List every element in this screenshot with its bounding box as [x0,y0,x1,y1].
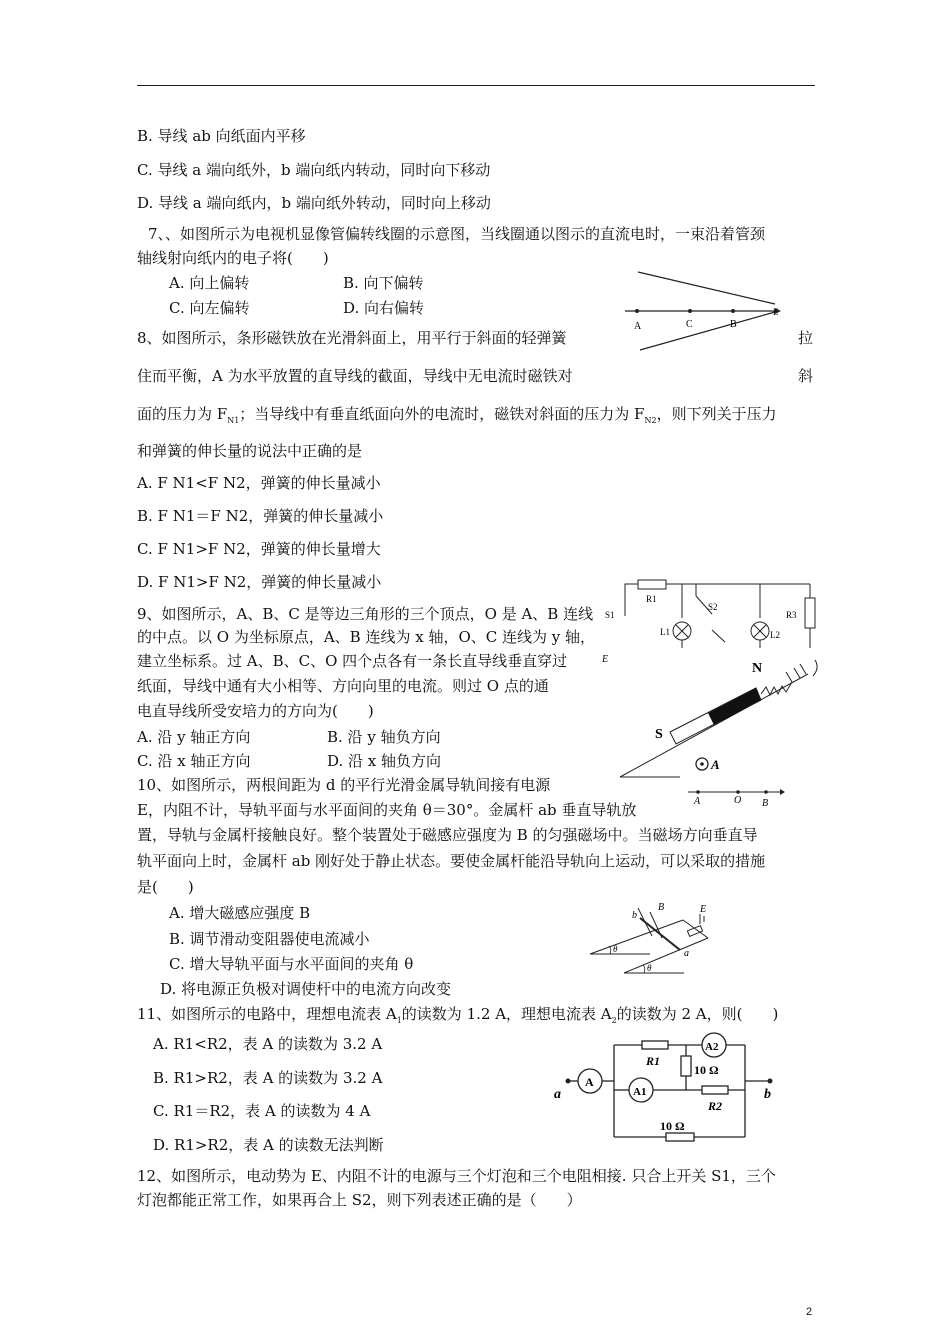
q10-line2: E，内阻不计，导轨平面与水平面间的夹角 θ＝30°。金属杆 ab 垂直导轨放 [137,801,637,819]
q9-line5: 电直导线所受安培力的方向为( ) [137,702,374,720]
fig11-label-10ohm-top: 10 Ω [694,1063,719,1077]
fig10-label-e: E [700,904,707,915]
q10-line3: 置，导轨与金属杆接触良好。整个装置处于磁感应强度为 B 的匀强磁场中。当磁场方向垂直导 [137,826,758,844]
fig12-label-s1: S1 [605,610,615,620]
q9-option-b: B. 沿 y 轴负方向 [327,728,441,746]
q8-stem-line2-end: 斜 [798,367,814,385]
fig12-label-e: E [602,654,609,665]
q10-option-d: D. 将电源正负极对调使杆中的电流方向改变 [160,980,452,998]
fig12-label-r3: R3 [786,610,797,620]
q7-option-b: B. 向下偏转 [343,274,424,292]
q7-option-c: C. 向左偏转 [169,299,250,317]
q6-option-d: D. 导线 a 端向纸内，b 端向纸外转动，同时向上移动 [137,194,491,212]
q11-option-d: D. R1>R2，表 A 的读数无法判断 [153,1136,384,1154]
q8-option-b: B. F N1＝F N2，弹簧的伸长量减小 [137,507,384,525]
q9-option-d: D. 沿 x 轴负方向 [327,752,442,770]
fig7-label-c: C [686,319,693,330]
fig11-label-r2: R2 [708,1099,723,1113]
q7-option-a: A. 向上偏转 [169,274,250,292]
fig11-label-a2: A2 [705,1041,719,1053]
fig10-label-a: a [684,948,689,959]
q10-option-b: B. 调节滑动变阻器使电流减小 [169,930,370,948]
fig11-label-a-node: a [554,1087,561,1102]
fig9-label-b: B [762,798,769,809]
figure-q7-deflection-coil [620,268,790,358]
q8-option-a: A. F N1<F N2，弹簧的伸长量减小 [137,474,381,492]
fig8-label-a: A [711,757,720,772]
fig10-label-b: b [632,910,637,921]
q9-option-a: A. 沿 y 轴正方向 [137,728,251,746]
q9-line1: 9、如图所示，A、B、C 是等边三角形的三个顶点，O 是 A、B 连线 [137,605,594,623]
fig12-label-s2: S2 [708,602,718,612]
q9-line3: 建立坐标系。过 A、B、C、O 四个点各有一条长直导线垂直穿过 [137,652,568,670]
fig12-label-l1: L1 [660,627,670,637]
q8-option-d: D. F N1>F N2，弹簧的伸长量减小 [137,573,382,591]
q8-option-c: C. F N1>F N2，弹簧的伸长量增大 [137,540,381,558]
q10-line5: 是( ) [137,878,194,896]
fig11-label-r1: R1 [646,1054,661,1068]
fig12-label-r1: R1 [646,594,657,604]
q7-stem-line1: 7、、如图所示为电视机显像管偏转线圈的示意图，当线圈通以图示的直流电时，一束沿着管颈 [148,225,766,243]
fig8-label-n: N [752,661,763,676]
fig7-label-a: A [634,321,642,332]
fig12-label-l2: L2 [770,630,780,640]
fig7-label-e: E [773,307,779,317]
header-rule [137,85,815,86]
q8-stem-line2: 住而平衡，A 为水平放置的直导线的截面，导线中无电流时磁铁对 [137,367,573,385]
q8-stem-line1: 8、如图所示，条形磁铁放在光滑斜面上，用平行于斜面的轻弹簧 [137,329,567,347]
fig10-label-theta1: θ [613,944,618,954]
q10-line1: 10、如图所示，两根间距为 d 的平行光滑金属导轨间接有电源 [137,776,551,794]
q7-option-d: D. 向右偏转 [343,299,425,317]
q11-stem: 11、如图所示的电路中，理想电流表 $A_1$的读数为 1.2 A，理想电流表 $A_2$的读数为 2 A，则( ) [137,1005,779,1025]
fig8-label-s: S [655,727,663,742]
q11-option-b: B. R1>R2，表 A 的读数为 3.2 A [153,1069,383,1087]
q8-stem-line1-end: 拉 [798,329,814,347]
fig11-label-b-node: b [764,1087,771,1102]
q8-stem-line4: 和弹簧的伸长量的说法中正确的是 [137,442,363,460]
q8-stem-line3: 面的压力为 $F_{N1}$；当导线中有垂直纸面向外的电流时，磁铁对斜面的压力为 $F_{N2}$，则下列关于压力 [137,405,777,425]
q9-line4: 纸面，导线中通有大小相等、方向向里的电流。则过 O 点的通 [137,677,549,695]
fig9-label-a: A [694,796,701,807]
fig10-label-theta2: θ [647,963,652,973]
fig11-label-ammeter-a: A [585,1075,594,1089]
figure-q9-axis [688,784,793,808]
figure-q11-ammeter-circuit [550,1030,785,1148]
fig10-label-bfield: B [658,902,665,913]
figure-q10-inclined-rails [588,898,728,980]
fig9-label-o: O [734,795,742,806]
q10-line4: 轨平面向上时，金属杆 ab 刚好处于静止状态。要使金属杆能沿导轨向上运动，可以采取的措施 [137,852,766,870]
q6-option-b: B. 导线 ab 向纸面内平移 [137,127,306,145]
q12-line1: 12、如图所示，电动势为 E、内阻不计的电源与三个灯泡和三个电阻相接. 只合上开关 S1，三个 [137,1167,776,1185]
fig11-label-a1: A1 [633,1086,647,1098]
q10-option-a: A. 增大磁感应强度 B [169,904,311,922]
page-number: 2 [806,1306,813,1318]
fig11-label-10ohm-bottom: 10 Ω [660,1119,685,1133]
q11-option-c: C. R1＝R2，表 A 的读数为 4 A [153,1102,371,1120]
q9-line2: 的中点。以 O 为坐标原点，A、B 连线为 x 轴，O、C 连线为 y 轴， [137,628,596,646]
q12-line2: 灯泡都能正常工作，如果再合上 S2，则下列表述正确的是（ ） [137,1191,582,1209]
q10-option-c: C. 增大导轨平面与水平面间的夹角 θ [169,955,414,973]
fig7-label-b: B [730,319,737,330]
q11-option-a: A. R1<R2，表 A 的读数为 3.2 A [153,1035,383,1053]
figure-q8-magnet-incline [610,650,825,785]
q6-option-c: C. 导线 a 端向纸外，b 端向纸内转动，同时向下移动 [137,161,491,179]
q9-option-c: C. 沿 x 轴正方向 [137,752,251,770]
q7-stem-line2: 轴线射向纸内的电子将( ) [137,249,329,267]
